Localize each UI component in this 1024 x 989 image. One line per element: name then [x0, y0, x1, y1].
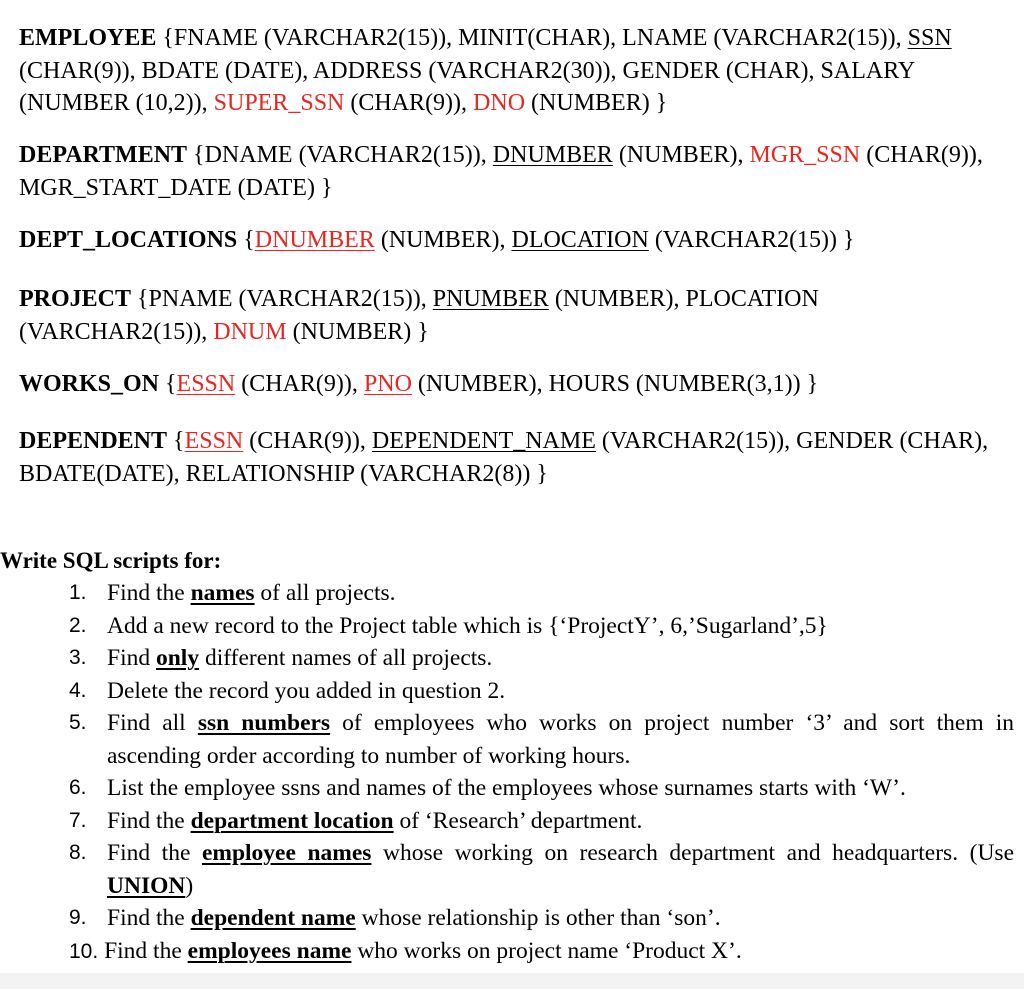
primary-foreign-key: PNO: [363, 371, 412, 397]
keyword: ssn numbers: [197, 710, 331, 736]
question-item: 9. Find the dependent name whose relationship is other than ‘son’.: [69, 902, 1014, 935]
keyword: department location: [190, 807, 394, 834]
question-number: 5.: [69, 711, 87, 734]
works-on-schema: WORKS_ON {ESSN (CHAR(9)), PNO (NUMBER), HOURS (NUMBER(3,1)) }: [19, 371, 819, 397]
question-item: 1. Find the names of all projects.: [69, 577, 1014, 610]
question-number: 7.: [69, 808, 87, 832]
question-item: 3. Find only different names of all projects.: [69, 642, 1014, 675]
foreign-key: MGR_SSN: [749, 142, 861, 168]
dept-locations-schema: DEPT_LOCATIONS {DNUMBER (NUMBER), DLOCATION (VARCHAR2(15)) }: [19, 227, 855, 253]
project-schema: PROJECT {PNAME (VARCHAR2(15)), PNUMBER (NUMBER), PLOCATION (VARCHAR2(15)), DNUM (NUMBER) }: [19, 286, 819, 345]
question-number: 9.: [69, 906, 87, 929]
instructions-title: Write SQL scripts for:: [0, 548, 222, 573]
foreign-key: SUPER_SSN: [213, 90, 345, 116]
primary-foreign-key: DNUMBER: [254, 227, 375, 253]
question-number: 6.: [69, 776, 87, 799]
question-item: 7. Find the department location of ‘Research’ department.: [69, 805, 1014, 838]
table-name: PROJECT: [19, 286, 132, 312]
dependent-schema: DEPENDENT {ESSN (CHAR(9)), DEPENDENT_NAME (VARCHAR2(15)), GENDER (CHAR), BDATE(DATE), RELATIONSHIP (VARCHAR2(8)) }: [19, 428, 989, 487]
table-name: DEPARTMENT: [19, 142, 188, 168]
employee-schema: EMPLOYEE {FNAME (VARCHAR2(15)), MINIT(CHAR), LNAME (VARCHAR2(15)), SSN (CHAR(9)), BDATE (DATE), ADDRESS (VARCHAR2(30)), GENDER (CHAR), SALARY (NUMBER (10,2)), SUPER_SSN (CHAR(9)), DNO (NUMBER) }: [19, 25, 952, 116]
primary-key: SSN: [907, 25, 952, 51]
question-number: 2.: [69, 613, 87, 637]
question-number: 8.: [69, 841, 87, 864]
foreign-key: DNUM: [213, 318, 287, 345]
primary-key: DNUMBER: [492, 142, 613, 168]
table-name: EMPLOYEE: [19, 25, 157, 51]
primary-key: PNUMBER: [432, 286, 549, 312]
keyword: only: [155, 645, 200, 671]
table-name: DEPENDENT: [19, 428, 168, 454]
keyword: UNION: [107, 872, 186, 899]
question-item: 8. Find the employee names whose working on research department and headquarters. (Use UNION): [69, 837, 1014, 902]
question-item: 2. Add a new record to the Project table which is {‘ProjectY’, 6,’Sugarland’,5}: [69, 610, 1014, 643]
department-schema: DEPARTMENT {DNAME (VARCHAR2(15)), DNUMBER (NUMBER), MGR_SSN (CHAR(9)), MGR_START_DATE (DATE) }: [19, 142, 983, 201]
question-number: 1.: [69, 581, 87, 604]
question-item: 4. Delete the record you added in question 2.: [69, 675, 1014, 708]
primary-foreign-key: ESSN: [176, 371, 236, 397]
question-list: [69, 577, 1014, 968]
question-item: 6. List the employee ssns and names of the employees whose surnames starts with ‘W’.: [69, 772, 1014, 805]
keyword: dependent name: [190, 905, 356, 931]
keyword: names: [190, 580, 255, 606]
keyword: employees name: [187, 937, 352, 964]
foreign-key: DNO: [473, 90, 526, 116]
question-number: 4.: [69, 678, 87, 702]
question-number: 10.: [69, 939, 99, 963]
question-item: 10. Find the employees name who works on project name ‘Product X’.: [69, 937, 742, 964]
keyword: employee names: [201, 840, 372, 866]
primary-key: DEPENDENT_NAME: [371, 428, 596, 454]
table-name: WORKS_ON: [19, 371, 160, 397]
question-number: 3.: [69, 646, 87, 669]
primary-key: DLOCATION: [511, 227, 649, 253]
primary-foreign-key: ESSN: [184, 428, 244, 454]
page-bottom-edge: [0, 973, 1024, 989]
question-item: 5. Find all ssn numbers of employees who works on project number ‘3’ and sort them in ascending order according to number of working hours.: [69, 707, 1014, 772]
table-name: DEPT_LOCATIONS: [19, 227, 238, 253]
